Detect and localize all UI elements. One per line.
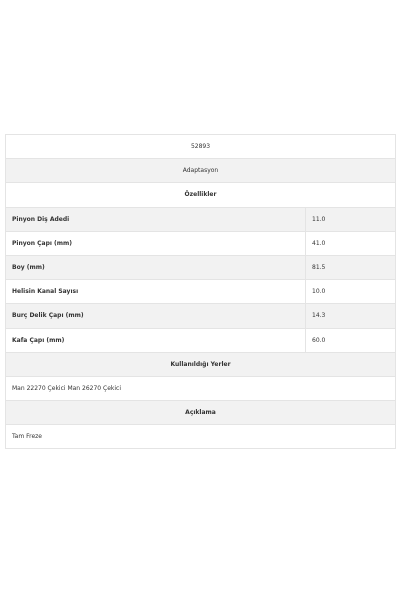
table-row (6, 255, 396, 279)
feature-label: Pinyon Diş Adedi (6, 207, 306, 231)
features-section-title: Özellikler (6, 183, 396, 207)
usage-row (6, 376, 396, 400)
table-row (6, 280, 396, 304)
product-code-row (6, 135, 396, 159)
features-header-row (6, 183, 396, 207)
usage-text: Man 22270 Çekici Man 26270 Çekici (6, 376, 396, 400)
feature-label: Boy (mm) (6, 255, 306, 279)
feature-value: 14.3 (306, 304, 396, 328)
description-text: Tam Freze (6, 425, 396, 449)
description-header-row (6, 401, 396, 425)
feature-value: 41.0 (306, 231, 396, 255)
usage-section-title: Kullanıldığı Yerler (6, 352, 396, 376)
feature-value: 11.0 (306, 207, 396, 231)
table-row (6, 207, 396, 231)
product-code: 52893 (6, 135, 396, 159)
table-row (6, 304, 396, 328)
description-row (6, 425, 396, 449)
feature-label: Pinyon Çapı (mm) (6, 231, 306, 255)
product-spec-table (5, 134, 396, 449)
feature-value: 10.0 (306, 280, 396, 304)
feature-label: Kafa Çapı (mm) (6, 328, 306, 352)
table-row (6, 328, 396, 352)
table-row (6, 231, 396, 255)
feature-label: Burç Delik Çapı (mm) (6, 304, 306, 328)
feature-value: 60.0 (306, 328, 396, 352)
description-section-title: Açıklama (6, 401, 396, 425)
feature-label: Helisin Kanal Sayısı (6, 280, 306, 304)
product-category: Adaptasyon (6, 159, 396, 183)
product-category-row (6, 159, 396, 183)
usage-header-row (6, 352, 396, 376)
feature-value: 81.5 (306, 255, 396, 279)
